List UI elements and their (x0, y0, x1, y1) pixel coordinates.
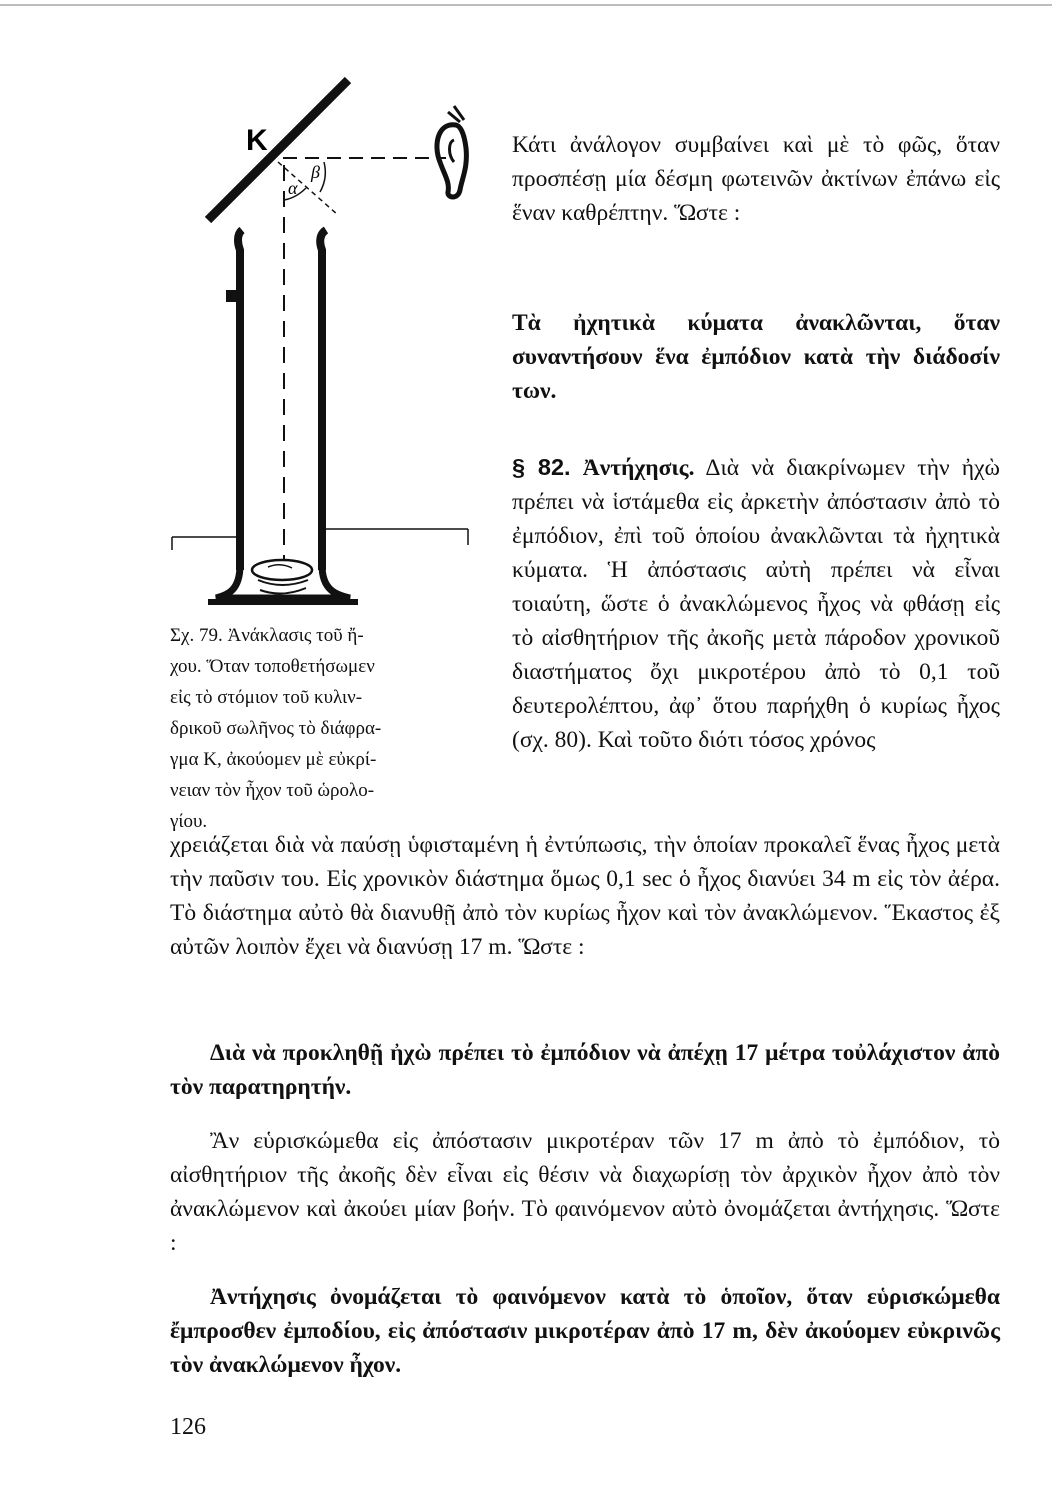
angle-arc-beta (320, 162, 325, 192)
reflector-plate (208, 80, 348, 220)
figure-79-reflection-diagram (168, 70, 478, 630)
rule-echo-distance (170, 1036, 1000, 1104)
normal-line (278, 162, 338, 215)
section-82 (512, 450, 1000, 757)
label-k: K (246, 124, 268, 157)
caption-line: γίου. (170, 811, 208, 832)
label-alpha: α (288, 178, 298, 198)
caption-line: Σχ. 79. Ἀνάκλασις τοῦ ἤ- (170, 625, 364, 646)
rule-reflection (512, 306, 1000, 408)
rule-1-text: Τὰ ἠχητικὰ κύματα ἀνακλῶνται, ὅταν συναντήσουν ἕνα ἐμπόδιον κατὰ τὴν διάδοσίν των. (512, 310, 1000, 404)
paragraph-reverberation (170, 1124, 1000, 1260)
continued-paragraph (170, 828, 1000, 964)
cylindrical-tube (208, 230, 358, 602)
section-text: Διὰ νὰ διακρίνωμεν τὴν ἠχὼ πρέπει νὰ ἱστάμεθα εἰς ἀρκετὴν ἀπόστασιν ἀπὸ τὸ ἐμπόδιον, ἐπὶ τοῦ ὁποίου ἀνακλῶνται τὰ ἠχητικὰ κύματα. Ἡ ἀπόστασις αὐτὴ πρέπει νὰ εἶναι τοιαύτη, ὥστε ὁ ἀνακλώμενος ἦχος νὰ φθάσῃ εἰς τὸ αἰσθητήριον τῆς ἀκοῆς μετὰ πάροδον χρονικοῦ διαστήματος ὄχι μικροτέρου ἀπὸ τὸ 0,1 τοῦ δευτερολέπτου, ἀφ᾿ ὅτου παρήχθη ὁ κυρίως ἦχος (σχ. 80). Καὶ τοῦτο διότι τόσος χρόνος (512, 455, 1000, 753)
caption-line: χου. Ὅταν τοποθετήσωμεν (170, 656, 375, 677)
caption-line: εἰς τὸ στόμιον τοῦ κυλιν- (170, 687, 363, 708)
intro-text: Κάτι ἀνάλογον συμβαίνει καὶ μὲ τὸ φῶς, ὅταν προσπέσῃ μία δέσμη φωτεινῶν ἀκτίνων ἐπάνω εἰς ἕναν καθρέπτην. Ὥστε : (512, 132, 1000, 226)
rule-3-text: Ἀντήχησις ὀνομάζεται τὸ φαινόμενον κατὰ τὸ ὁποῖον, ὅταν εὑρισκώμεθα ἔμπροσθεν ἐμποδίου, εἰς ἀπόστασιν μικροτέραν ἀπὸ 17 m, δὲν ἀκούομεν εὐκρινῶς τὸν ἀνακλώμενον ἦχον. (170, 1284, 1000, 1378)
caption-line: γμα Κ, ἀκούομεν μὲ εὐκρί- (170, 749, 377, 770)
section-number: § 82. (512, 454, 571, 480)
page-number: 126 (170, 1414, 206, 1440)
figure-79-caption (170, 620, 470, 837)
intro-paragraph (512, 128, 1000, 230)
section-title: Ἀντήχησις. (582, 455, 695, 481)
caption-line: νειαν τὸν ἦχον τοῦ ὡρολο- (170, 780, 375, 801)
label-beta: β (311, 162, 320, 182)
ear-icon (437, 106, 466, 197)
continued-text: χρειάζεται διὰ νὰ παύσῃ ὑφισταμένη ἡ ἐντύπωσις, τὴν ὁποίαν προκαλεῖ ἕνας ἦχος μετὰ τὴν παῦσιν του. Εἰς χρονικὸν διάστημα ὅμως 0,1 sec ὁ ἦχος διανύει 34 m εἰς τὸν ἀέρα. Τὸ διάστημα αὐτὸ θὰ διανυθῇ ἀπὸ τὸν κυρίως ἦχον καὶ τὸν ἀνακλώμενον. Ἕκαστος ἐξ αὐτῶν λοιπὸν ἔχει νὰ διανύσῃ 17 m. Ὥστε : (170, 832, 1000, 960)
section-82-paragraph (512, 450, 1000, 757)
paragraph-3-text: Ἂν εὑρισκώμεθα εἰς ἀπόστασιν μικροτέραν τῶν 17 m ἀπὸ τὸ ἐμπόδιον, τὸ αἰσθητήριον τῆς ἀκοῆς δὲν εἶναι εἰς θέσιν νὰ διαχωρίσῃ τὸν ἀρχικὸν ἦχον ἀπὸ τὸν ἀνακλώμενον καὶ ἀκούει μίαν βοήν. Τὸ φαινόμενον αὐτὸ ὀνομάζεται ἀντήχησις. Ὥστε : (170, 1128, 1000, 1256)
rule-reverberation-definition (170, 1280, 1000, 1382)
caption-line: δρικοῦ σωλῆνος τὸ διάφρα- (170, 718, 382, 739)
pocket-watch (252, 560, 312, 594)
rule-2-text: Διὰ νὰ προκληθῇ ἠχὼ πρέπει τὸ ἐμπόδιον νὰ ἀπέχῃ 17 μέτρα τοὐλάχιστον ἀπὸ τὸν παρατηρητήν. (170, 1040, 1000, 1100)
